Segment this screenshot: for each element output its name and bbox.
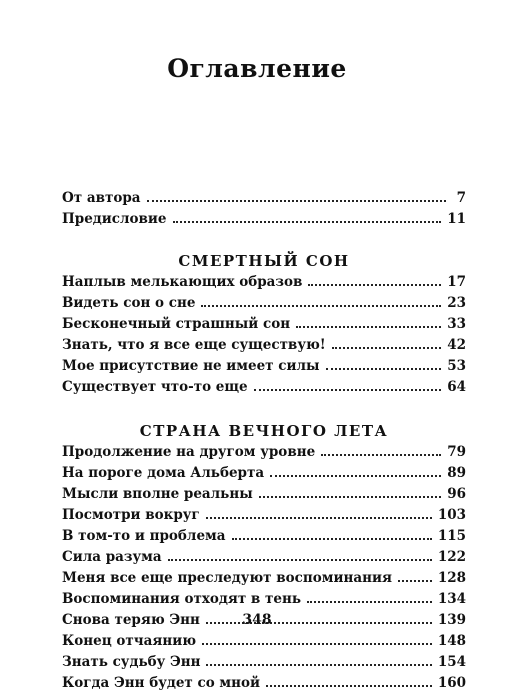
page-number: 348 xyxy=(242,612,272,628)
toc-entry[interactable] xyxy=(62,591,466,612)
dot-leader xyxy=(168,559,432,561)
toc-entry-page: 96 xyxy=(447,486,466,502)
toc-entry[interactable] xyxy=(62,465,466,486)
toc-entry-page: 160 xyxy=(437,675,466,691)
toc-entry-title: Посмотри вокруг xyxy=(62,507,200,523)
toc-entry-title: Наплыв мелькающих образов xyxy=(62,274,303,290)
toc-entry-title: Бесконечный страшный сон xyxy=(62,316,291,332)
dot-leader xyxy=(308,284,441,286)
toc-entry[interactable] xyxy=(62,211,466,232)
dot-leader xyxy=(202,643,432,645)
toc-entry-title: Воспоминания отходят в тень xyxy=(62,591,301,607)
toc-entry[interactable] xyxy=(62,633,466,654)
dot-leader xyxy=(321,454,441,456)
toc-entry[interactable] xyxy=(62,528,466,549)
toc-entry-page: 17 xyxy=(447,274,466,290)
dot-leader xyxy=(259,496,441,498)
toc-entry-page: 115 xyxy=(437,528,466,544)
dot-leader xyxy=(206,517,432,519)
section-heading: СМЕРТНЫЙ СОН xyxy=(178,252,350,270)
section-heading: СТРАНА ВЕЧНОГО ЛЕТА xyxy=(139,422,389,440)
toc-entry-page: 148 xyxy=(437,633,466,649)
toc-entry[interactable] xyxy=(62,675,466,696)
toc-entry-page: 23 xyxy=(447,295,466,311)
dot-leader xyxy=(296,326,441,328)
toc-entry-title: Сила разума xyxy=(62,549,162,565)
toc-entry-page: 7 xyxy=(456,190,466,206)
dot-leader xyxy=(232,538,432,540)
toc-entry-title: От автора xyxy=(62,190,141,206)
toc-entry[interactable] xyxy=(62,486,466,507)
dot-leader xyxy=(206,664,431,666)
toc-entry-title: Существует что-то еще xyxy=(62,379,248,395)
dot-leader xyxy=(173,221,442,223)
dot-leader xyxy=(332,347,441,349)
dot-leader xyxy=(254,389,442,391)
toc-entry[interactable] xyxy=(62,507,466,528)
toc-entry-page: 42 xyxy=(447,337,466,353)
dot-leader xyxy=(147,200,446,202)
dot-leader xyxy=(326,368,442,370)
toc-entry-title: Предисловие xyxy=(62,211,167,227)
toc-entry-title: Знать судьбу Энн xyxy=(62,654,201,670)
toc-entry-page: 128 xyxy=(437,570,466,586)
toc-entry[interactable] xyxy=(62,379,466,400)
toc-entry[interactable] xyxy=(62,654,466,675)
toc-entry-title: Когда Энн будет со мной xyxy=(62,675,261,691)
toc-entry-title: Меня все еще преследуют воспоминания xyxy=(62,570,392,586)
toc-entry-page: 154 xyxy=(437,654,466,670)
toc-entry[interactable] xyxy=(62,190,466,211)
page-title: Оглавление xyxy=(167,54,347,83)
toc-entry[interactable] xyxy=(62,316,466,337)
toc-entry-page: 64 xyxy=(447,379,466,395)
dot-leader xyxy=(270,475,441,477)
dot-leader xyxy=(307,601,432,603)
toc-entry-title: Конец отчаянию xyxy=(62,633,197,649)
toc-entry-title: Продолжение на другом уровне xyxy=(62,444,316,460)
toc-entry[interactable] xyxy=(62,570,466,591)
toc-entry-page: 89 xyxy=(447,465,466,481)
dot-leader xyxy=(201,305,441,307)
toc-entry[interactable] xyxy=(62,549,466,570)
dot-leader xyxy=(398,580,432,582)
toc-entry-page: 134 xyxy=(437,591,466,607)
toc-entry[interactable] xyxy=(62,358,466,379)
toc-entry-title: Снова теряю Энн xyxy=(62,612,200,628)
toc-entry-page: 53 xyxy=(447,358,466,374)
dot-leader xyxy=(266,685,432,687)
toc-entry-title: Мое присутствие не имеет силы xyxy=(62,358,320,374)
toc-entry[interactable] xyxy=(62,444,466,465)
toc-entry-page: 122 xyxy=(437,549,466,565)
toc-entry-title: Знать, что я все еще существую! xyxy=(62,337,326,353)
toc-entry[interactable] xyxy=(62,274,466,295)
toc-entry-title: На пороге дома Альберта xyxy=(62,465,265,481)
toc-entry-page: 79 xyxy=(447,444,466,460)
toc-entry-page: 11 xyxy=(447,211,466,227)
toc-entry-title: В том-то и проблема xyxy=(62,528,226,544)
toc-entry[interactable] xyxy=(62,295,466,316)
toc-entry-page: 103 xyxy=(437,507,466,523)
toc-entry-page: 139 xyxy=(437,612,466,628)
toc-entry-page: 33 xyxy=(447,316,466,332)
toc-entry-title: Видеть сон о сне xyxy=(62,295,196,311)
toc-entry[interactable] xyxy=(62,337,466,358)
toc-entry-title: Мысли вполне реальны xyxy=(62,486,253,502)
